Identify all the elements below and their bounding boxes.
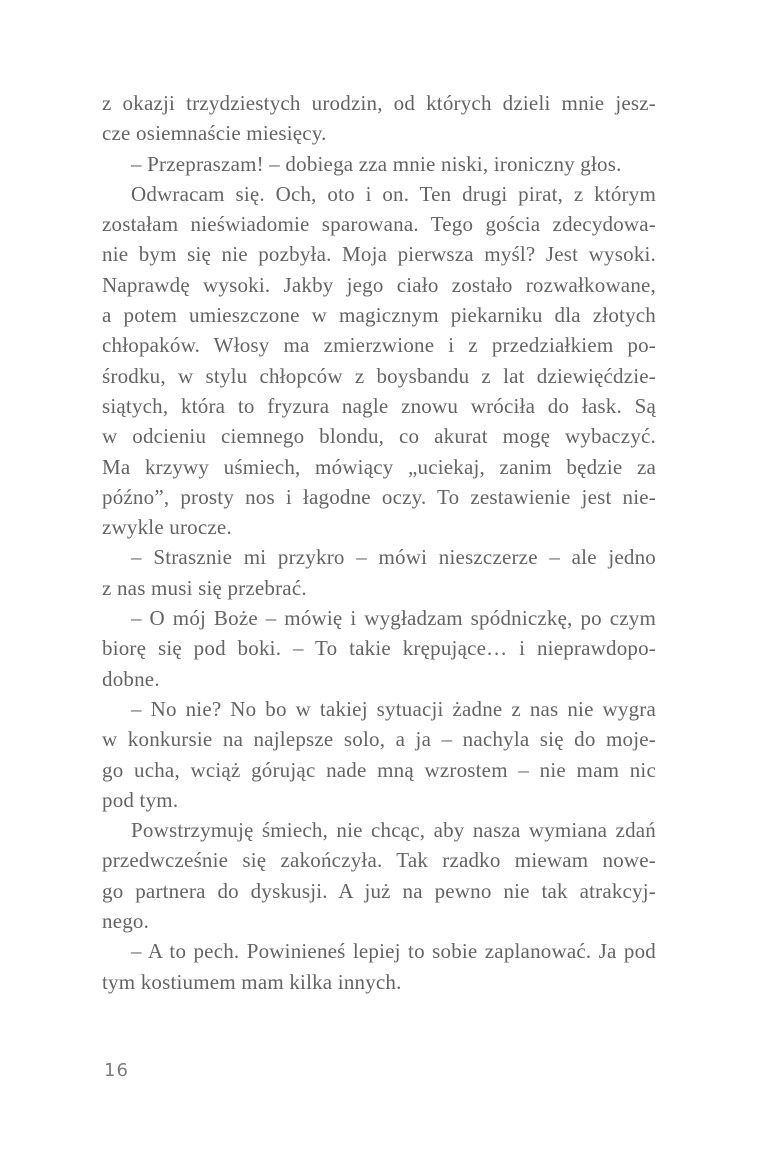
- text-line: chłopaków. Włosy ma zmierzwione i z przedziałkiem po-: [102, 333, 656, 358]
- text-line: Powstrzymuję śmiech, nie chcąc, aby nasza wymiana zdań: [131, 818, 656, 843]
- text-line: – Strasznie mi przykro – mówi nieszczerze – ale jedno: [131, 545, 656, 570]
- text-line: – A to pech. Powinieneś lepiej to sobie zaplanować. Ja pod: [131, 939, 656, 964]
- text-line: Naprawdę wysoki. Jakby jego ciało zostało rozwałkowane,: [102, 272, 656, 297]
- text-line: w odcieniu ciemnego blondu, co akurat mogę wybaczyć.: [102, 424, 656, 449]
- paragraph: [102, 694, 656, 815]
- text-line: biorę się pod boki. – To takie krępujące… i nieprawdopo-: [102, 636, 656, 661]
- body-text-block: [102, 88, 656, 997]
- paragraph: [102, 815, 656, 936]
- paragraph: [102, 88, 656, 149]
- paragraph: [102, 149, 656, 179]
- text-line: Odwracam się. Och, oto i on. Ten drugi pirat, z którym: [131, 181, 656, 206]
- text-line: z okazji trzydziestych urodzin, od których dzieli mnie jesz-: [102, 91, 656, 115]
- text-line: cze osiemnaście miesięcy.: [102, 121, 327, 146]
- text-line: późno”, prosty nos i łagodne oczy. To zestawienie jest nie-: [102, 484, 656, 509]
- text-line: go ucha, wciąż górując nade mną wzrostem – nie mam nic: [102, 757, 656, 782]
- text-line: środku, w stylu chłopców z boysbandu z lat dziewięćdzie-: [102, 363, 656, 388]
- text-line: – O mój Boże – mówię i wygładzam spódniczkę, po czym: [131, 606, 656, 631]
- text-line: nego.: [102, 909, 150, 934]
- paragraph: [102, 936, 656, 997]
- text-line: a potem umieszczone w magicznym piekarniku dla złotych: [102, 303, 656, 328]
- page-number: 16: [104, 1060, 129, 1081]
- text-line: go partnera do dyskusji. A już na pewno nie tak atrakcyj-: [102, 878, 656, 903]
- text-line: dobne.: [102, 666, 160, 691]
- text-line: zwykle urocze.: [102, 515, 232, 540]
- text-line: – No nie? No bo w takiej sytuacji żadne z nas nie wygra: [131, 696, 656, 721]
- text-line: z nas musi się przebrać.: [102, 575, 307, 600]
- text-line: zostałam nieświadomie sparowana. Tego gościa zdecydowa-: [102, 212, 656, 237]
- text-line: – Przepraszam! – dobiega zza mnie niski, ironiczny głos.: [131, 151, 622, 176]
- text-line: Ma krzywy uśmiech, mówiący „uciekaj, zanim będzie za: [102, 454, 656, 479]
- text-line: nie bym się nie pozbyła. Moja pierwsza myśl? Jest wysoki.: [102, 242, 656, 267]
- text-line: tym kostiumem mam kilka innych.: [102, 969, 402, 994]
- paragraph: [102, 603, 656, 694]
- text-line: przedwcześnie się zakończyła. Tak rzadko miewam nowe-: [102, 848, 656, 873]
- text-line: siątych, która to fryzura nagle znowu wróciła do łask. Są: [102, 393, 656, 418]
- paragraph: [102, 542, 656, 603]
- paragraph: [102, 179, 656, 543]
- text-line: pod tym.: [102, 787, 179, 812]
- text-line: w konkursie na najlepsze solo, a ja – nachyla się do moje-: [102, 727, 656, 752]
